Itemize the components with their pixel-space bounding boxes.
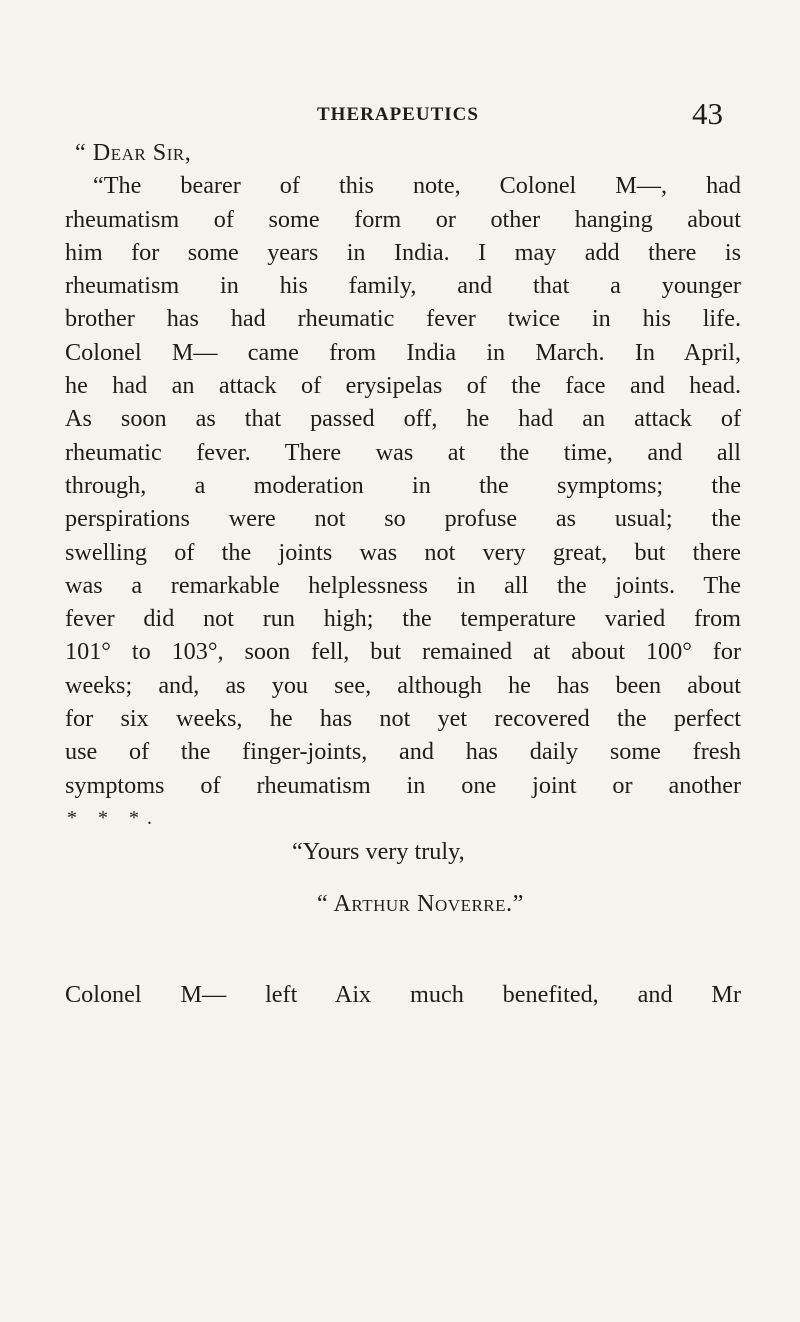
body-line: rheumatism of some form or other hanging about [65, 205, 741, 233]
closing: “Yours very truly, [292, 838, 465, 866]
running-head: THERAPEUTICS [317, 104, 479, 125]
body-line: 101° to 103°, soon fell, but remained at about 100° for [65, 638, 741, 666]
body-line: weeks; and, as you see, although he has been about [65, 671, 741, 699]
body-line: for six weeks, he has not yet recovered the perfect [65, 705, 741, 733]
salutation: “ Dear Sir, [75, 139, 192, 166]
page-header [0, 96, 800, 134]
body-line: Colonel M— came from India in March. In April, [65, 338, 741, 366]
body-line: rheumatic fever. There was at the time, and all [65, 438, 741, 466]
body-line: perspirations were not so profuse as usual; the [65, 505, 741, 533]
body-line: “The bearer of this note, Colonel M—, had [93, 172, 741, 200]
body-line: swelling of the joints was not very great, but there [65, 538, 741, 566]
signature: “ Arthur Noverre.” [317, 889, 524, 917]
body-line: was a remarkable helplessness in all the joints. The [65, 571, 741, 599]
body-line: he had an attack of erysipelas of the face and head. [65, 372, 741, 400]
page-number: 43 [692, 96, 723, 131]
body-line: rheumatism in his family, and that a younger [65, 272, 741, 300]
letter-text [65, 136, 741, 1011]
body-line: As soon as that passed off, he had an attack of [65, 405, 741, 433]
omission-mark: * * *. [67, 806, 160, 829]
body-line: symptoms of rheumatism in one joint or another [65, 771, 741, 799]
body-line: use of the finger-joints, and has daily some fresh [65, 738, 741, 766]
body-line: fever did not run high; the temperature varied from [65, 605, 741, 633]
body-line: brother has had rheumatic fever twice in his life. [65, 305, 741, 333]
body-line: through, a moderation in the symptoms; the [65, 471, 741, 499]
body-line: him for some years in India. I may add there is [65, 238, 741, 266]
final-line: Colonel M— left Aix much benefited, and Mr [65, 980, 741, 1008]
